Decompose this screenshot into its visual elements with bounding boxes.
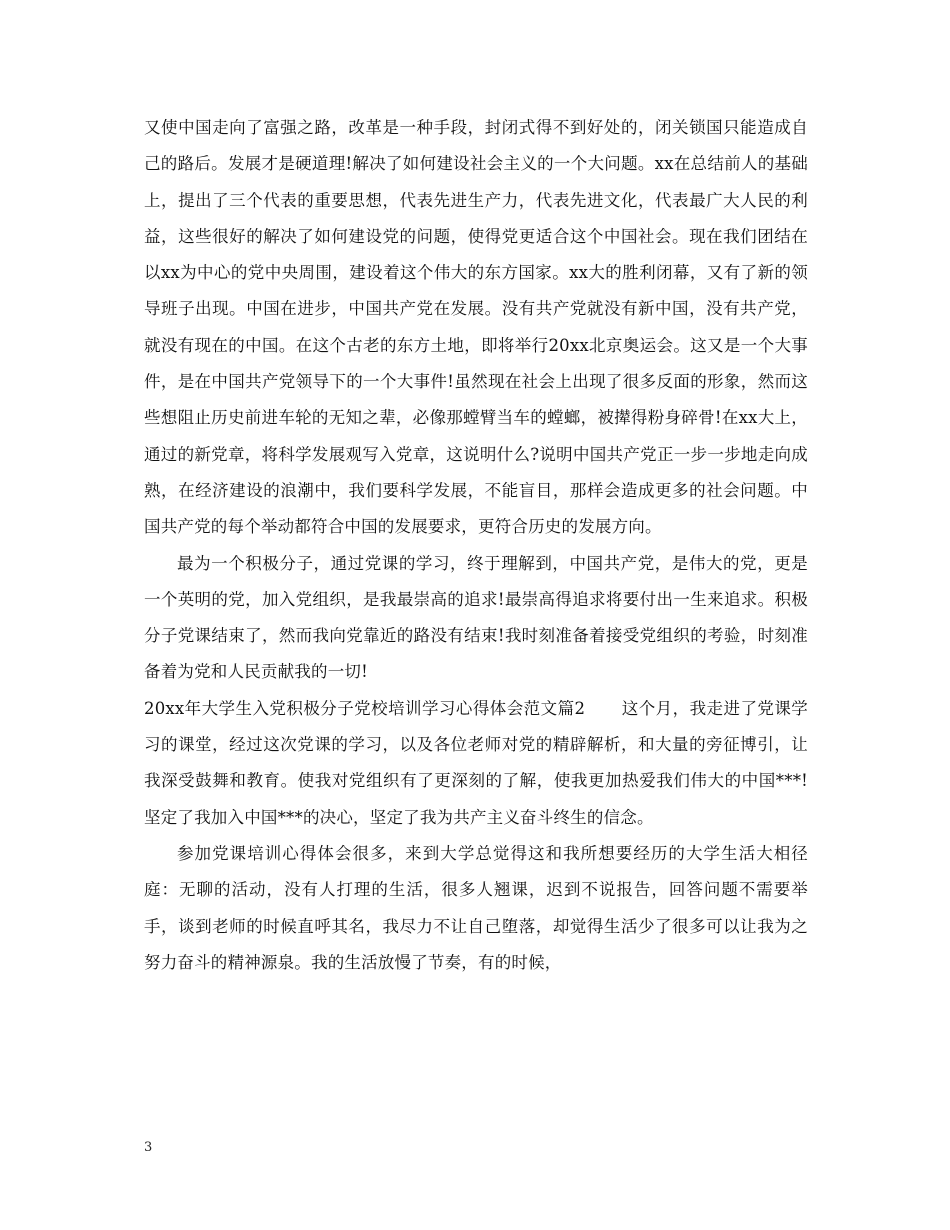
page-number: 3 (144, 1140, 153, 1155)
paragraph-3 (144, 691, 808, 836)
document-body (144, 110, 808, 981)
paragraph-4: 参加党课培训心得体会很多，来到大学总觉得这和我所想要经历的大学生活大相径庭：无聊的活动，没有人打理的生活，很多人翘课，迟到不说报告，回答问题不需要举手，谈到老师的时候直呼其名，我尽力不让自己堕落，却觉得生活少了很多可以让我为之努力奋斗的精神源泉。我的生活放慢了节奏，有的时候， (144, 843, 808, 972)
article-title: 20xx年大学生入党积极分子党校培训学习心得体会范文篇2 (144, 698, 586, 718)
paragraph-1: 又使中国走向了富强之路，改革是一种手段，封闭式得不到好处的，闭关锁国只能造成自己的路后。发展才是硬道理!解决了如何建设社会主义的一个大问题。xx在总结前人的基础上，提出了三个代表的重要思想，代表先进生产力，代表先进文化，代表最广大人民的利益，这些很好的解决了如何建设党的问题，使得党更适合这个中国社会。现在我们团结在以xx为中心的党中央周围，建设着这个伟大的东方国家。xx大的胜利闭幕，又有了新的领导班子出现。中国在进步，中国共产党在发展。没有共产党就没有新中国，没有共产党，就没有现在的中国。在这个古老的东方土地，即将举行20xx北京奥运会。这又是一个大事件，是在中国共产党领导下的一个大事件!虽然现在社会上出现了很多反面的形象，然而这些想阻止历史前进车轮的无知之辈，必像那螳臂当车的螳螂，被撵得粉身碎骨!在xx大上，通过的新党章，将科学发展观写入党章，这说明什么?说明中国共产党正一步一步地走向成熟，在经济建设的浪潮中，我们要科学发展，不能盲目，那样会造成更多的社会问题。中国共产党的每个举动都符合中国的发展要求，更符合历史的发展方向。 (144, 118, 808, 537)
paragraph-2: 最为一个积极分子，通过党课的学习，终于理解到，中国共产党，是伟大的党，更是一个英明的党，加入党组织，是我最崇高的追求!最崇高得追求将要付出一生来追求。积极分子党课结束了，然而我向党靠近的路没有结束!我时刻准备着接受党组织的考验，时刻准备着为党和人民贡献我的一切! (144, 553, 808, 682)
paragraph-3-text: 这个月，我走进了党课学习的课堂，经过这次党课的学习，以及各位老师对党的精辟解析，和大量的旁征博引，让我深受鼓舞和教育。使我对党组织有了更深刻的了解，使我更加热爱我们伟大的中国***!坚定了我加入中国***的决心，坚定了我为共产主义奋斗终生的信念。 (144, 698, 808, 827)
